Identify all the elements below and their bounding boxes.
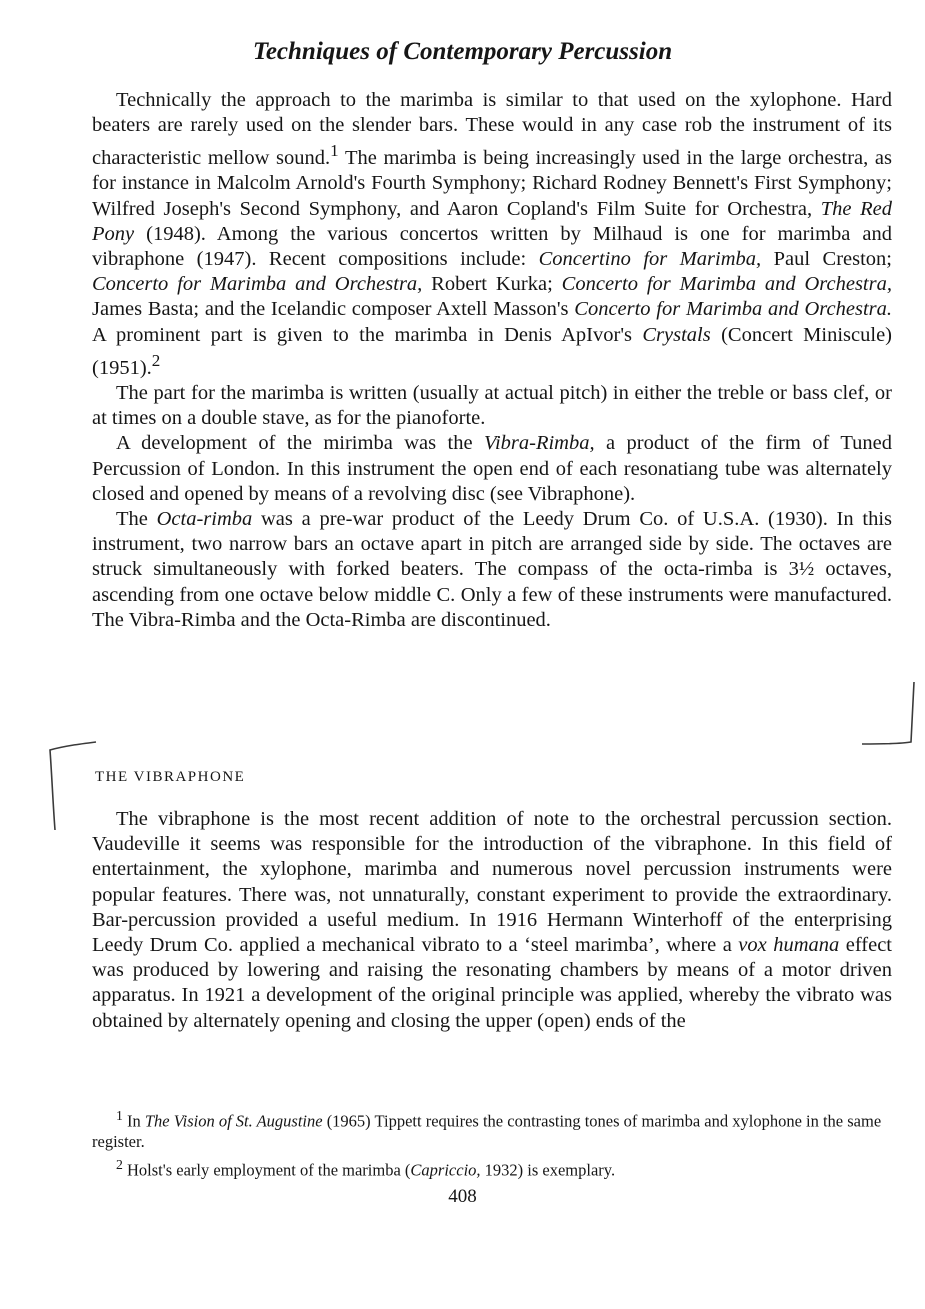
text-run: Robert Kurka; — [422, 273, 562, 296]
work-title: Concerto for Marimba and Orchestra, — [561, 273, 892, 296]
text-run: The vibraphone is the most recent addition of note to the orchestral percussion section. Vaudeville it seems was responsible for the introduction of the vibraphone. In this field of entertainment, the xylophone, marimba and numerous novel percussion instruments were popular features. There was, not unnaturally, constant experiment to provide the extraordinary. Bar-percussion provided a useful medium. In 1916 Hermann Winterhoff of the enterprising Leedy Drum Co. applied a mechanical vibrato to a ‘steel marimba’, where a — [92, 808, 892, 957]
text-run: James Basta; and the Icelandic composer Axtell Masson's — [92, 298, 575, 321]
footnote — [92, 1106, 892, 1152]
instrument-name: Vibra-Rimba, — [483, 432, 595, 455]
text-run: a product of the firm of Tuned Percussion of London. In this instrument the open end of each resonatiang tube was alternately closed and opened by means of a revolving disc (see Vibraphone). — [92, 432, 892, 505]
text-run: Paul Creston; — [761, 248, 893, 271]
page-number: 408 — [448, 1186, 477, 1207]
work-title: Concertino for Marimba, — [538, 248, 762, 271]
text-run: In — [122, 1111, 145, 1131]
text-run: was a pre-war product of the Leedy Drum Co. of U.S.A. (1930). In this instrument, two narrow bars an octave apart in pitch are arranged side by side. The octaves are struck simultaneously with forked beaters. The compass of the octa-rimba is 3½ octaves, ascending from one octave below middle C. Only a few of these instruments were manufactured. The Vibra-Rimba and the Octa-Rimba are discontinued. — [92, 507, 892, 631]
text-run: A prominent part is given to the marimba in Denis ApIvor's — [92, 323, 643, 346]
footnote — [92, 1155, 892, 1181]
footnote-mark: 1 — [116, 1108, 123, 1123]
text-run: 1932) is exemplary. — [480, 1160, 616, 1179]
paragraph — [92, 88, 892, 381]
text-run: (1965) Tippett requires the contrasting tones of marimba and xylophone in the same register. — [92, 1111, 882, 1151]
footnote-ref: 1 — [330, 141, 339, 161]
text-run: A development of the mirimba was the — [116, 432, 484, 455]
text-run: The — [116, 507, 157, 530]
main-text-section-1 — [92, 88, 892, 633]
work-title: Concerto for Marimba and Orchestra. — [574, 298, 892, 321]
text-run: effect was produced by lowering and raising the resonating chambers by means of a motor driven apparatus. In 1921 a development of the original principle was applied, whereby the vibrato was obtained by alternately opening and closing the upper (open) ends of the — [92, 934, 892, 1032]
text-run: (Concert Miniscule) (1951). — [92, 323, 892, 379]
pencil-bracket-mark-right — [860, 680, 920, 752]
text-run: (1948). Among the various concertos written by Milhaud is one for marimba and vibraphone (1947). Recent compositions include: — [92, 222, 892, 271]
text-run: Technically the approach to the marimba is similar to that used on the xylophone. Hard beaters are rarely used on the slender bars. These would in any case rob the instrument of its characteristic mellow sound. — [92, 89, 892, 170]
footnotes — [92, 1106, 892, 1180]
paragraph — [92, 807, 892, 1034]
main-text-section-2 — [92, 807, 892, 1034]
work-title: The Red Pony — [92, 197, 893, 245]
instrument-name: Octa-rimba — [156, 507, 253, 530]
work-title: The Vision of St. Augustine — [144, 1111, 323, 1131]
section-heading: THE VIBRAPHONE — [95, 769, 246, 785]
text-run: The marimba is being increasingly used in the large orchestra, as for instance in Malcolm Arnold's Fourth Symphony; Richard Rodney Bennett's First Symphony; Wilfred Joseph's Second Symphony, and Aaron Copland's Film Suite for Orchestra, — [92, 147, 892, 220]
pencil-bracket-mark-left — [40, 738, 100, 834]
work-title: Crystals — [642, 323, 711, 346]
footnote-mark: 2 — [116, 1156, 123, 1172]
text-run: Holst's early employment of the marimba ( — [122, 1160, 411, 1179]
footnote-ref: 2 — [151, 350, 161, 370]
paragraph — [92, 431, 892, 507]
work-title: Concerto for Marimba and Orchestra, — [92, 273, 423, 296]
paragraph: The part for the marimba is written (usually at actual pitch) in either the treble or bass clef, or at times on a double stave, as for the pianoforte. — [92, 381, 892, 430]
paragraph — [92, 507, 892, 633]
running-title: Techniques of Contemporary Percussion — [252, 38, 673, 65]
italic-term: vox humana — [738, 934, 840, 957]
work-title: Capriccio, — [410, 1160, 481, 1179]
